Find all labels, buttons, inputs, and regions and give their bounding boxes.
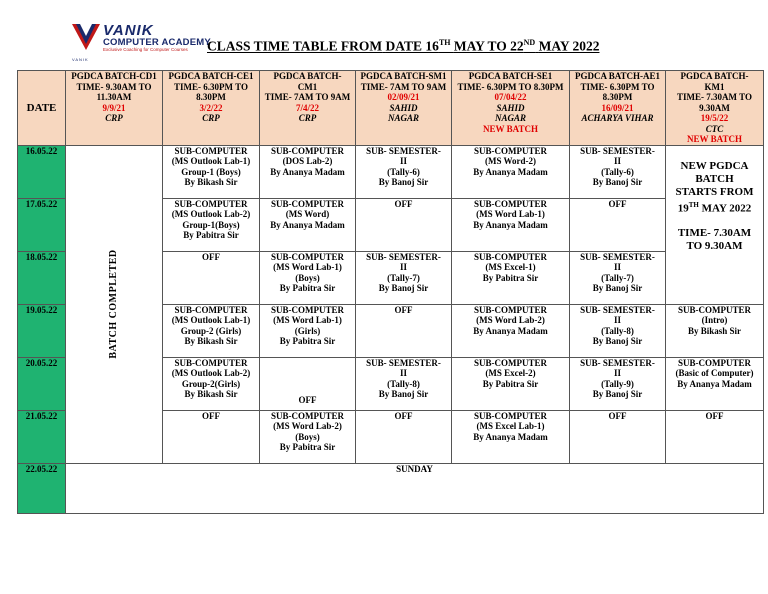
col-header-ce1: PGDCA BATCH-CE1 TIME- 6.30PM TO 8.30PM 3/2/22 CRP (163, 71, 260, 146)
date-cell: 19.05.22 (18, 304, 66, 357)
cell-km1: SUB-COMPUTER (Basic of Computer) By Ananya Madam (666, 357, 764, 410)
date-cell: 16.05.22 (18, 145, 66, 198)
cell-se1: SUB-COMPUTER (MS Excel-2) By Pabitra Sir (452, 357, 570, 410)
cell-se1: SUB-COMPUTER (MS Excel Lab-1) By Ananya Madam (452, 410, 570, 463)
cell-se1: SUB-COMPUTER (MS Word Lab-1) By Ananya Madam (452, 198, 570, 251)
cell-cm1: SUB-COMPUTER (MS Word Lab-1) (Girls) By Pabitra Sir (260, 304, 356, 357)
timetable (17, 70, 764, 514)
vanik-logo-icon (72, 24, 100, 54)
cell-cm1: SUB-COMPUTER (DOS Lab-2) By Ananya Madam (260, 145, 356, 198)
col-header-cd1: PGDCA BATCH-CD1 TIME- 9.30AM TO 11.30AM 9/9/21 CRP (66, 71, 163, 146)
date-cell: 20.05.22 (18, 357, 66, 410)
logo-wordmark: VANIK (103, 22, 154, 39)
cell-sm1: SUB- SEMESTER- II (Tally-6) By Banoj Sir (356, 145, 452, 198)
cell-ce1: OFF (163, 251, 260, 304)
cell-ae1: OFF (570, 198, 666, 251)
cell-cm1: SUB-COMPUTER (MS Word Lab-1) (Boys) By Pabitra Sir (260, 251, 356, 304)
km1-new-batch-note: NEW PGDCA BATCH STARTS FROM 19TH MAY 2022 TIME- 7.30AM TO 9.30AM (666, 145, 764, 304)
col-header-sm1: PGDCA BATCH-SM1 TIME- 7AM TO 9AM 02/09/21 SAHID NAGAR (356, 71, 452, 146)
batch-completed-cell: BATCH COMPLETED (66, 145, 163, 463)
cell-ce1: SUB-COMPUTER (MS Outlook Lab-1) Group-2 (Girls) By Bikash Sir (163, 304, 260, 357)
cell-ae1: SUB- SEMESTER- II (Tally-8) By Banoj Sir (570, 304, 666, 357)
cell-se1: SUB-COMPUTER (MS Excel-1) By Pabitra Sir (452, 251, 570, 304)
page-title: CLASS TIME TABLE FROM DATE 16TH MAY TO 22ND MAY 2022 (207, 38, 600, 54)
cell-km1: OFF (666, 410, 764, 463)
cell-ae1: SUB- SEMESTER- II (Tally-6) By Banoj Sir (570, 145, 666, 198)
cell-ce1: SUB-COMPUTER (MS Outlook Lab-1) Group-1 (Boys) By Bikash Sir (163, 145, 260, 198)
cell-ce1: OFF (163, 410, 260, 463)
sunday-row (18, 463, 764, 513)
col-header-date: DATE (18, 71, 66, 146)
date-cell: 21.05.22 (18, 410, 66, 463)
table-row (18, 145, 764, 198)
cell-ae1: OFF (570, 410, 666, 463)
cell-ae1: SUB- SEMESTER- II (Tally-9) By Banoj Sir (570, 357, 666, 410)
cell-sm1: SUB- SEMESTER- II (Tally-7) By Banoj Sir (356, 251, 452, 304)
cell-se1: SUB-COMPUTER (MS Word Lab-2) By Ananya Madam (452, 304, 570, 357)
cell-sm1: SUB- SEMESTER- II (Tally-8) By Banoj Sir (356, 357, 452, 410)
cell-sm1: OFF (356, 304, 452, 357)
cell-cm1: OFF (260, 357, 356, 410)
date-cell: 17.05.22 (18, 198, 66, 251)
logo-small-text: VANIK (72, 57, 89, 62)
cell-se1: SUB-COMPUTER (MS Word-2) By Ananya Madam (452, 145, 570, 198)
col-header-se1: PGDCA BATCH-SE1 TIME- 6.30PM TO 8.30PM 07/04/22 SAHID NAGAR NEW BATCH (452, 71, 570, 146)
logo-tagline: Exclusive Coaching for Computer Courses (103, 47, 188, 52)
logo-academy-name: COMPUTER ACADEMY (103, 37, 211, 48)
cell-ce1: SUB-COMPUTER (MS Outlook Lab-2) Group-1(Boys) By Pabitra Sir (163, 198, 260, 251)
cell-sm1: OFF (356, 198, 452, 251)
cell-ae1: SUB- SEMESTER- II (Tally-7) By Banoj Sir (570, 251, 666, 304)
col-header-cm1: PGDCA BATCH- CM1 TIME- 7AM TO 9AM 7/4/22 CRP (260, 71, 356, 146)
col-header-km1: PGDCA BATCH- KM1 TIME- 7.30AM TO 9.30AM 19/5/22 CTC NEW BATCH (666, 71, 764, 146)
cell-cm1: SUB-COMPUTER (MS Word Lab-2) (Boys) By Pabitra Sir (260, 410, 356, 463)
cell-cm1: SUB-COMPUTER (MS Word) By Ananya Madam (260, 198, 356, 251)
cell-ce1: SUB-COMPUTER (MS Outlook Lab-2) Group-2(Girls) By Bikash Sir (163, 357, 260, 410)
cell-km1: SUB-COMPUTER (Intro) By Bikash Sir (666, 304, 764, 357)
col-header-ae1: PGDCA BATCH-AE1 TIME- 6.30PM TO 8.30PM 16/09/21 ACHARYA VIHAR (570, 71, 666, 146)
academy-logo (72, 22, 211, 62)
cell-sm1: OFF (356, 410, 452, 463)
sunday-cell: SUNDAY (66, 463, 764, 513)
date-cell: 18.05.22 (18, 251, 66, 304)
header-row (18, 71, 764, 146)
date-cell: 22.05.22 (18, 463, 66, 513)
